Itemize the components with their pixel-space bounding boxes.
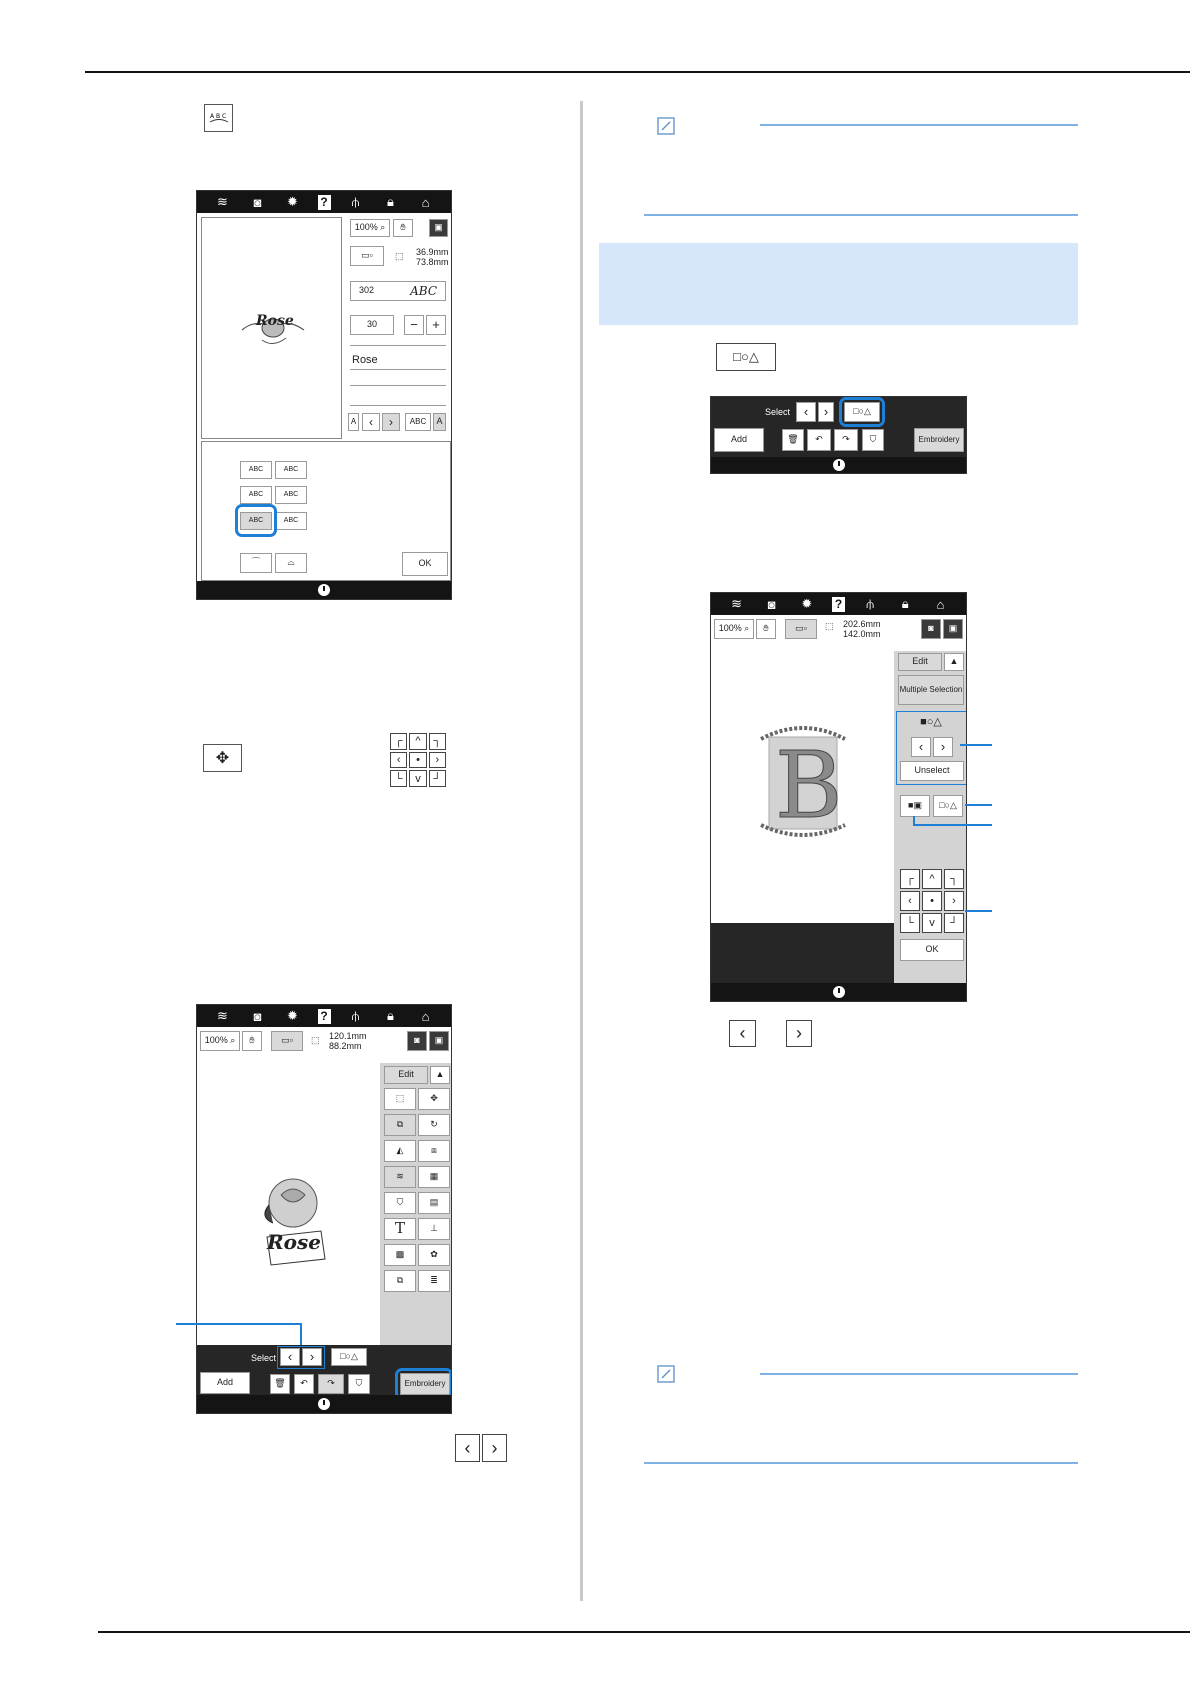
- memo-rule: [644, 1462, 1078, 1464]
- ok-button[interactable]: OK: [402, 552, 448, 576]
- memory-icon[interactable]: ⛉: [348, 1374, 370, 1394]
- callout-line: [960, 744, 992, 746]
- edit-tab[interactable]: Edit: [898, 653, 942, 671]
- triangle-up-icon[interactable]: ▲: [944, 653, 964, 671]
- zoom-button[interactable]: [714, 619, 754, 639]
- lock-icon[interactable]: 🔒︎: [387, 194, 394, 209]
- dimensions: [416, 247, 449, 267]
- home-icon[interactable]: ⌂: [936, 596, 945, 612]
- move-icon: ✥: [203, 744, 242, 772]
- font-sample: ABC: [410, 283, 437, 298]
- arrow-up-icon: ^: [409, 733, 426, 750]
- multiple-select-icon[interactable]: □○△: [844, 402, 880, 422]
- arrow-up-right-icon: ┐: [429, 733, 446, 750]
- dark-strip: [711, 923, 895, 985]
- undo-icon[interactable]: ↶: [807, 429, 831, 451]
- camera-icon[interactable]: ◙: [767, 596, 776, 612]
- camera-scan-icon[interactable]: ◙: [407, 1031, 427, 1051]
- svg-text:A B C: A B C: [209, 113, 226, 120]
- section-band: [599, 243, 1078, 325]
- multiple-selection-screen: [710, 592, 967, 1002]
- arrangement-arc-up[interactable]: ABC: [275, 486, 307, 504]
- callout-line: [965, 910, 992, 912]
- arrangement-staircase[interactable]: ABC: [275, 461, 307, 479]
- arrow-left-icon[interactable]: ‹: [900, 891, 920, 911]
- clock-icon: [318, 1398, 330, 1410]
- hand-icon[interactable]: ✋︎: [393, 219, 413, 237]
- direction-keys: [390, 733, 446, 787]
- selected-arrangement-highlight: [235, 504, 277, 537]
- redo-icon[interactable]: ↷: [318, 1374, 344, 1394]
- screen-footer: [711, 457, 966, 473]
- help-icon[interactable]: ?: [318, 1009, 331, 1024]
- add-button[interactable]: Add: [200, 1372, 250, 1394]
- arrow-right-icon: ›: [429, 752, 446, 769]
- mirror-tool-icon[interactable]: ◭: [384, 1140, 416, 1162]
- camera-scan-icon[interactable]: ◙: [921, 619, 941, 639]
- lock-icon[interactable]: 🔒︎: [387, 1008, 394, 1023]
- arc-loosen-icon[interactable]: ⌓: [275, 553, 307, 573]
- callout-line: [176, 1323, 301, 1325]
- multiple-select-icon[interactable]: □○△: [331, 1348, 367, 1366]
- callout-line: [913, 824, 992, 826]
- height-dimension: 73.8mm: [416, 257, 449, 267]
- header-rule: [85, 71, 1190, 73]
- memo-rule: [760, 1373, 1078, 1375]
- column-divider: [580, 101, 583, 1601]
- help-icon[interactable]: ?: [832, 597, 845, 612]
- arrangement-arc-down[interactable]: ABC: [240, 512, 272, 530]
- dimensions: [329, 1031, 367, 1051]
- wifi-icon: ≋: [217, 194, 228, 209]
- status-bar: [711, 593, 966, 615]
- home-icon[interactable]: ⌂: [421, 194, 430, 210]
- height-dimension: 88.2mm: [329, 1041, 362, 1051]
- size-icon: ⬚: [311, 1035, 320, 1045]
- divider: [350, 385, 446, 386]
- lock-icon[interactable]: 🔒︎: [901, 596, 909, 611]
- select-label: Select: [251, 1353, 277, 1363]
- magnifier-icon: ⌕: [744, 623, 750, 634]
- size-field[interactable]: 30: [350, 315, 394, 335]
- triangle-up-icon[interactable]: ▲: [430, 1066, 450, 1084]
- arrangement-panel: [201, 441, 451, 581]
- multiple-select-icon: □○△: [716, 343, 776, 371]
- arrow-right-icon[interactable]: ›: [944, 891, 964, 911]
- dimensions: [843, 619, 881, 639]
- select-arrows-highlight: [277, 1346, 325, 1369]
- arrow-up-icon[interactable]: ^: [922, 869, 942, 889]
- presser-foot-icon[interactable]: ⫛: [351, 194, 360, 209]
- trash-icon[interactable]: 🗑︎: [270, 1374, 290, 1394]
- callout-line: [300, 1323, 302, 1345]
- toolbar-closeup: [710, 396, 967, 474]
- callout-line: [913, 816, 915, 825]
- arrangement-straight[interactable]: ABC: [240, 461, 272, 479]
- monogram-b-design-icon[interactable]: [755, 717, 851, 843]
- multiple-select-highlight: [839, 397, 885, 427]
- arrow-up-left-icon: ┌: [390, 733, 407, 750]
- svg-text:B: B: [775, 732, 843, 839]
- chevron-right-icon: ›: [482, 1434, 507, 1462]
- embroidery-button[interactable]: Embroidery: [914, 428, 964, 452]
- arrow-down-right-icon[interactable]: ┘: [944, 913, 964, 933]
- pattern-tool-icon[interactable]: ▩: [384, 1244, 416, 1266]
- callout-line: [965, 804, 992, 806]
- chevron-right-icon[interactable]: ›: [382, 413, 400, 431]
- abc-button[interactable]: ABC: [405, 413, 431, 431]
- arrow-down-left-icon[interactable]: └: [900, 913, 920, 933]
- small-letter-button[interactable]: A: [348, 413, 359, 431]
- camera-icon[interactable]: ◙: [253, 194, 262, 210]
- text-tool-icon[interactable]: T: [384, 1218, 416, 1240]
- trash-icon[interactable]: 🗑︎: [782, 429, 804, 451]
- arrangement-slant[interactable]: ABC: [240, 486, 272, 504]
- center-dot-icon[interactable]: •: [922, 891, 942, 911]
- chevron-left-icon: ‹: [455, 1434, 480, 1462]
- hoop-icon[interactable]: ▭▫: [271, 1031, 303, 1051]
- divider: [350, 369, 446, 370]
- stitch-tool-icon[interactable]: ≣: [418, 1270, 450, 1292]
- duplicate-tool-icon[interactable]: ⧈: [418, 1140, 450, 1162]
- preview-icon[interactable]: ▣: [429, 219, 448, 237]
- chevron-left-icon[interactable]: ‹: [362, 413, 380, 431]
- preview-icon[interactable]: ▣: [429, 1031, 449, 1051]
- text-value[interactable]: Rose: [352, 354, 378, 366]
- arrangement-circle[interactable]: ABC: [275, 512, 307, 530]
- undo-icon[interactable]: ↶: [294, 1374, 314, 1394]
- arrow-down-icon[interactable]: v: [922, 913, 942, 933]
- layer-tool-icon[interactable]: ⧉: [384, 1270, 416, 1292]
- size-icon: ⬚: [395, 251, 404, 261]
- redo-icon[interactable]: ↷: [834, 429, 858, 451]
- outline-tool-icon[interactable]: ✿: [418, 1244, 450, 1266]
- gear-icon[interactable]: ✹: [801, 596, 813, 611]
- presser-foot-icon[interactable]: ⫛: [351, 1008, 360, 1023]
- add-button[interactable]: Add: [714, 428, 764, 452]
- hoop-icon[interactable]: ▭▫: [350, 246, 384, 266]
- divider: [350, 405, 446, 406]
- size-icon: ⬚: [825, 621, 834, 631]
- arc-tighten-icon[interactable]: ⌒: [240, 553, 272, 573]
- border-tool-icon[interactable]: ⛉: [384, 1192, 416, 1214]
- chevron-right-icon: ›: [786, 1020, 812, 1047]
- rotate-tool-icon[interactable]: ↻: [418, 1114, 450, 1136]
- arrow-up-right-icon[interactable]: ┐: [944, 869, 964, 889]
- clock-icon: [318, 584, 330, 596]
- minus-button[interactable]: −: [404, 315, 424, 335]
- large-letter-button[interactable]: A: [433, 413, 446, 431]
- hand-icon[interactable]: ✋︎: [242, 1031, 262, 1051]
- memory-icon[interactable]: ⛉: [862, 429, 884, 451]
- zoom-button[interactable]: [350, 219, 390, 237]
- hoop-icon[interactable]: ▭▫: [785, 619, 817, 639]
- wifi-icon: ≋: [217, 1008, 228, 1023]
- font-select-button[interactable]: [350, 281, 446, 301]
- font-number: 302: [359, 285, 375, 296]
- rose-design-icon[interactable]: [255, 1165, 335, 1275]
- edit-screen-rose: [196, 1004, 452, 1414]
- multiple-selection-label: Multiple Selection: [898, 675, 964, 705]
- direction-keys: [900, 869, 964, 933]
- screen-footer: [711, 983, 966, 1001]
- width-dimension: 120.1mm: [329, 1031, 367, 1041]
- unselect-button[interactable]: Unselect: [900, 761, 964, 781]
- edit-tab[interactable]: Edit: [384, 1066, 428, 1084]
- preview-icon[interactable]: ▣: [943, 619, 963, 639]
- applique-tool-icon[interactable]: ▤: [418, 1192, 450, 1214]
- help-icon[interactable]: ?: [318, 195, 331, 210]
- presser-foot-icon[interactable]: ⫛: [866, 596, 874, 611]
- select-label: Select: [765, 407, 791, 417]
- select-all-icon[interactable]: ■▣: [900, 795, 930, 817]
- center-dot-icon: •: [409, 752, 426, 769]
- align-tool-icon[interactable]: ⊥: [418, 1218, 450, 1240]
- gear-icon[interactable]: ✹: [287, 194, 298, 209]
- arrow-down-left-icon: └: [390, 770, 407, 787]
- clock-icon: [833, 986, 845, 998]
- width-dimension: 202.6mm: [843, 619, 881, 629]
- memo-icon: [656, 1364, 676, 1384]
- zoom-value: 100%: [718, 623, 742, 634]
- zoom-value: 100%: [354, 222, 378, 233]
- memo-rule: [644, 214, 1078, 216]
- gear-icon[interactable]: ✹: [287, 1008, 298, 1023]
- embroidery-canvas[interactable]: [201, 217, 342, 439]
- chevron-left-icon[interactable]: ‹: [280, 1348, 300, 1366]
- memo-icon: [656, 116, 676, 136]
- canvas-text: Rose: [256, 313, 294, 329]
- text-edit-screen: [196, 190, 452, 600]
- camera-icon[interactable]: ◙: [253, 1008, 262, 1024]
- wifi-icon: ≋: [731, 596, 743, 611]
- arc-text-icon: [204, 104, 233, 132]
- chevron-right-icon[interactable]: ›: [302, 1348, 322, 1366]
- chevron-left-icon: ‹: [729, 1020, 756, 1047]
- size-tool-icon[interactable]: ⬚: [384, 1088, 416, 1110]
- deselect-all-icon[interactable]: □○△: [933, 795, 963, 817]
- ok-button[interactable]: OK: [900, 939, 964, 961]
- footer-rule: [98, 1631, 1190, 1633]
- screen-footer: [197, 1395, 451, 1413]
- color-tool-icon[interactable]: ▦: [418, 1166, 450, 1188]
- home-icon[interactable]: ⌂: [421, 1008, 430, 1024]
- move-tool-icon[interactable]: ✥: [418, 1088, 450, 1110]
- group-tool-icon[interactable]: ⧉: [384, 1114, 416, 1136]
- magnifier-icon: ⌕: [230, 1035, 236, 1046]
- magnifier-icon: ⌕: [380, 222, 386, 233]
- chevron-left-icon[interactable]: ‹: [796, 402, 816, 422]
- status-bar: [197, 1005, 451, 1027]
- status-bar: [197, 191, 451, 213]
- plus-button[interactable]: +: [426, 315, 446, 335]
- hand-icon[interactable]: ✋︎: [756, 619, 776, 639]
- arrow-down-icon: v: [409, 770, 426, 787]
- screen-footer: [197, 581, 451, 599]
- density-tool-icon[interactable]: ≋: [384, 1166, 416, 1188]
- arrow-up-left-icon[interactable]: ┌: [900, 869, 920, 889]
- width-dimension: 36.9mm: [416, 247, 449, 257]
- selection-group-highlight: [896, 711, 967, 785]
- canvas-text: Rose: [267, 1230, 321, 1254]
- divider: [350, 345, 446, 346]
- chevron-left-icon[interactable]: ‹: [911, 737, 931, 757]
- zoom-value: 100%: [204, 1035, 228, 1046]
- chevron-right-icon[interactable]: ›: [818, 402, 834, 422]
- zoom-button[interactable]: [200, 1031, 240, 1051]
- embroidery-button[interactable]: Embroidery: [400, 1373, 450, 1395]
- chevron-right-icon[interactable]: ›: [933, 737, 953, 757]
- arrow-left-icon: ‹: [390, 752, 407, 769]
- clock-icon: [833, 459, 845, 471]
- arrow-down-right-icon: ┘: [429, 770, 446, 787]
- memo-rule: [760, 124, 1078, 126]
- shape-group-icon: ■○△: [920, 716, 942, 728]
- height-dimension: 142.0mm: [843, 629, 881, 639]
